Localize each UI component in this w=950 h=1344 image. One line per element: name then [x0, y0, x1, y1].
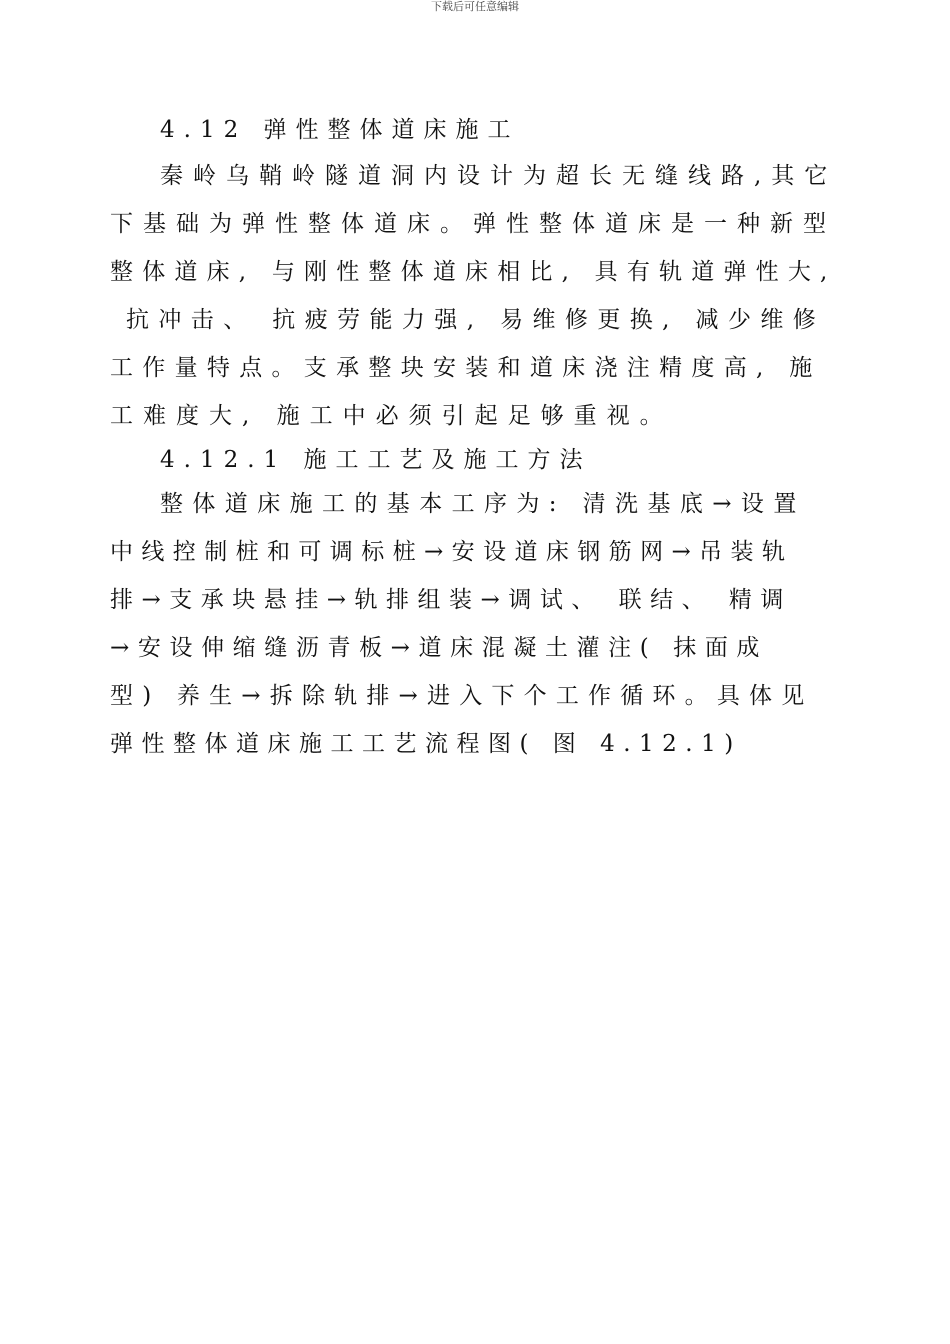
paragraph-line: 中线控制桩和可调标桩→安设道床钢筋网→吊装轨	[110, 539, 794, 565]
paragraph-line: 下基础为弹性整体道床。弹性整体道床是一种新型	[110, 211, 836, 237]
paragraph-line: 型) 养生→拆除轨排→进入下个工作循环。具体见	[110, 683, 814, 709]
subsection-heading: 4.12.1 施工工艺及施工方法	[160, 447, 592, 473]
paragraph-line: 秦岭乌鞘岭隧道洞内设计为超长无缝线路,其它	[160, 163, 838, 189]
paragraph-line: 抗冲击、 抗疲劳能力强, 易维修更换, 减少维修	[126, 307, 826, 333]
paragraph-line: 整体道床施工的基本工序为: 清洗基底→设置	[160, 491, 806, 517]
page-header-note: 下载后可任意编辑	[431, 0, 519, 13]
paragraph-line: 整体道床, 与刚性整体道床相比, 具有轨道弹性大,	[110, 259, 837, 285]
section-heading: 4.12 弹性整体道床施工	[160, 117, 520, 143]
paragraph-line: 排→支承块悬挂→轨排组装→调试、 联结、 精调	[110, 587, 792, 613]
paragraph-line: 弹性整体道床施工工艺流程图( 图 4.12.1)	[110, 731, 742, 757]
paragraph-line: →安设伸缩缝沥青板→道床混凝土灌注( 抹面成	[110, 635, 769, 661]
paragraph-line: 工作量特点。支承整块安装和道床浇注精度高, 施	[110, 355, 822, 381]
paragraph-line: 工难度大, 施工中必须引起足够重视。	[110, 403, 673, 429]
